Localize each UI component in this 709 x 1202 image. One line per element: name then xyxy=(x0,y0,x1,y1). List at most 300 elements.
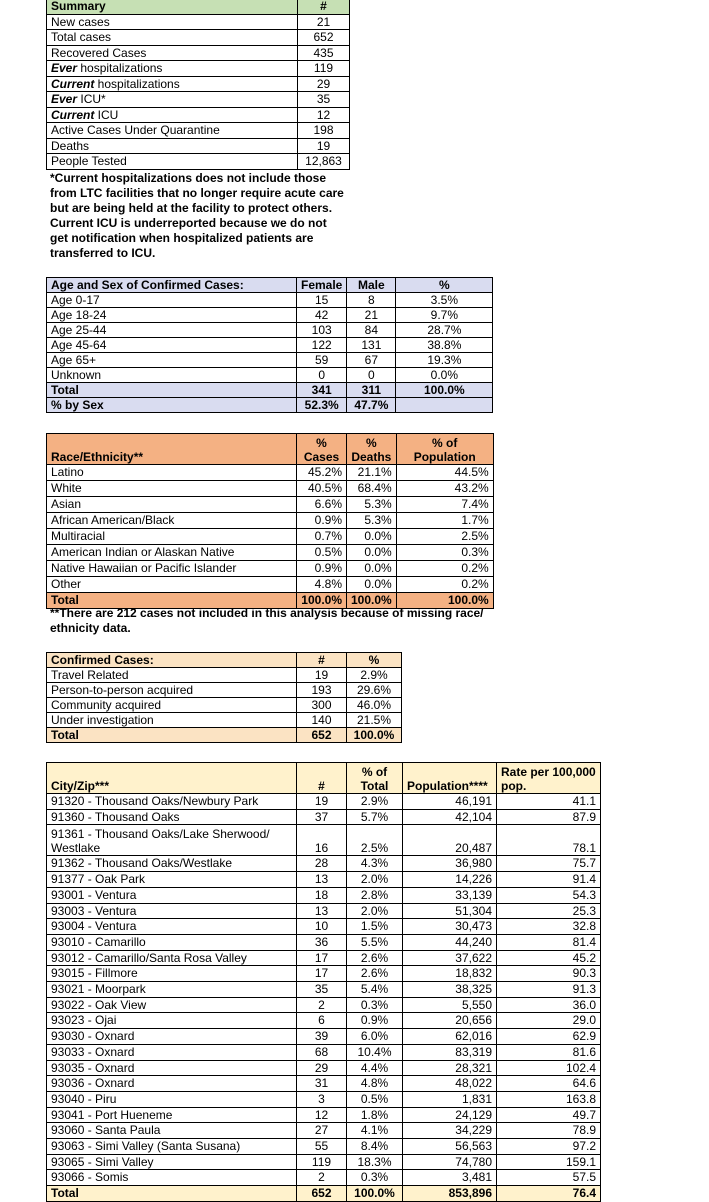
city-rate: 90.3 xyxy=(497,966,601,982)
race-name: American Indian or Alaskan Native xyxy=(47,545,297,561)
total-population: 853,896 xyxy=(403,1186,497,1202)
confirmed-header-count: # xyxy=(297,653,347,668)
city-population: 37,622 xyxy=(403,950,497,966)
summary-footnote xyxy=(50,171,344,261)
race-header-deaths: % Deaths xyxy=(347,434,397,465)
table-row xyxy=(47,14,350,30)
table-row xyxy=(47,92,350,108)
summary-header-label: Summary xyxy=(47,0,298,14)
city-population: 3,481 xyxy=(403,1170,497,1186)
city-pct: 2.0% xyxy=(347,872,403,888)
city-count: 29 xyxy=(297,1060,347,1076)
city-count: 2 xyxy=(297,997,347,1013)
age-group: Age 18-24 xyxy=(47,308,297,323)
table-row xyxy=(47,668,402,683)
footnote-line: transferred to ICU. xyxy=(50,246,156,260)
city-rate: 91.4 xyxy=(497,872,601,888)
city-rate: 159.1 xyxy=(497,1154,601,1170)
city-count: 10 xyxy=(297,919,347,935)
city-rate: 41.1 xyxy=(497,794,601,810)
table-row xyxy=(47,123,350,139)
city-header-count: # xyxy=(297,763,347,794)
female-count: 42 xyxy=(297,308,347,323)
table-row xyxy=(47,545,494,561)
city-name: 93060 - Santa Paula xyxy=(47,1123,297,1139)
race-name: African American/Black xyxy=(47,513,297,529)
race-footnote xyxy=(50,606,484,636)
city-name: 93063 - Simi Valley (Santa Susana) xyxy=(47,1139,297,1155)
emphasis: Ever xyxy=(51,61,78,75)
age-group: Age 25-44 xyxy=(47,323,297,338)
pct-population: 44.5% xyxy=(396,465,493,481)
city-name: 91361 - Thousand Oaks/Lake Sherwood/ Westlake xyxy=(47,825,297,856)
city-name: 91360 - Thousand Oaks xyxy=(47,809,297,825)
city-rate: 78.1 xyxy=(497,825,601,856)
summary-row-value: 435 xyxy=(298,45,350,61)
table-row xyxy=(47,353,493,368)
pct-cases: 0.5% xyxy=(297,545,347,561)
race-name: White xyxy=(47,481,297,497)
city-rate: 64.6 xyxy=(497,1076,601,1092)
city-count: 6 xyxy=(297,1013,347,1029)
source-label: Person-to-person acquired xyxy=(47,683,297,698)
city-rate: 81.4 xyxy=(497,934,601,950)
city-count: 31 xyxy=(297,1076,347,1092)
city-name: 93023 - Ojai xyxy=(47,1013,297,1029)
city-count: 18 xyxy=(297,887,347,903)
city-count: 36 xyxy=(297,934,347,950)
table-row xyxy=(47,1029,601,1045)
table-row xyxy=(47,698,402,713)
confirmed-header-pct: % xyxy=(347,653,402,668)
male-pct: 47.7% xyxy=(347,398,396,413)
total-pct: 100.0% xyxy=(347,728,402,743)
table-row xyxy=(47,1170,601,1186)
emphasis: Ever xyxy=(51,92,78,106)
city-name: 93004 - Ventura xyxy=(47,919,297,935)
footnote-line: from LTC facilities that no longer require acute care xyxy=(50,186,344,200)
city-population: 20,487 xyxy=(403,825,497,856)
pct-cases: 0.7% xyxy=(297,529,347,545)
table-row xyxy=(47,966,601,982)
table-row xyxy=(47,683,402,698)
table-row xyxy=(47,1154,601,1170)
summary-row-value: 652 xyxy=(298,30,350,46)
city-pct: 2.6% xyxy=(347,950,403,966)
city-rate: 45.2 xyxy=(497,950,601,966)
pct-cases: 0.9% xyxy=(297,513,347,529)
table-row xyxy=(47,323,493,338)
city-population: 48,022 xyxy=(403,1076,497,1092)
summary-row-value: 12 xyxy=(298,107,350,123)
city-pct: 5.5% xyxy=(347,934,403,950)
age-sex-header-label: Age and Sex of Confirmed Cases: xyxy=(47,278,297,293)
city-count: 35 xyxy=(297,982,347,998)
female-count: 103 xyxy=(297,323,347,338)
summary-row-value: 198 xyxy=(298,123,350,139)
city-count: 12 xyxy=(297,1107,347,1123)
total-population: 100.0% xyxy=(396,593,493,609)
source-count: 193 xyxy=(297,683,347,698)
footnote-line: *Current hospitalizations does not include those xyxy=(50,171,327,185)
city-name: 93003 - Ventura xyxy=(47,903,297,919)
table-row xyxy=(47,1107,601,1123)
summary-row-value: 12,863 xyxy=(298,154,350,170)
pct-deaths: 21.1% xyxy=(347,465,397,481)
total-deaths: 100.0% xyxy=(347,593,397,609)
table-row xyxy=(47,154,350,170)
city-count: 37 xyxy=(297,809,347,825)
city-name: 93012 - Camarillo/Santa Rosa Valley xyxy=(47,950,297,966)
table-row xyxy=(47,561,494,577)
city-population: 51,304 xyxy=(403,903,497,919)
city-rate: 29.0 xyxy=(497,1013,601,1029)
race-name: Other xyxy=(47,577,297,593)
summary-row-label: Current hospitalizations xyxy=(47,76,298,92)
table-row xyxy=(47,368,493,383)
pct-population: 1.7% xyxy=(396,513,493,529)
city-name: 93041 - Port Hueneme xyxy=(47,1107,297,1123)
summary-row-label: Total cases xyxy=(47,30,298,46)
city-name: 93015 - Fillmore xyxy=(47,966,297,982)
percent: 19.3% xyxy=(396,353,493,368)
total-count: 652 xyxy=(297,1186,347,1202)
race-header-label: Race/Ethnicity** xyxy=(47,434,297,465)
age-sex-header xyxy=(47,278,493,293)
source-count: 19 xyxy=(297,668,347,683)
table-row xyxy=(47,1091,601,1107)
male-count: 8 xyxy=(347,293,396,308)
city-pct: 10.4% xyxy=(347,1044,403,1060)
footnote-line: **There are 212 cases not included in this analysis because of missing race/ xyxy=(50,606,484,620)
summary-row-label: Recovered Cases xyxy=(47,45,298,61)
total-label: Total xyxy=(47,728,297,743)
city-rate: 25.3 xyxy=(497,903,601,919)
pct-deaths: 5.3% xyxy=(347,513,397,529)
age-sex-header-female: Female xyxy=(297,278,347,293)
total-label: Total xyxy=(47,1186,297,1202)
race-name: Latino xyxy=(47,465,297,481)
pct-deaths: 0.0% xyxy=(347,545,397,561)
city-population: 5,550 xyxy=(403,997,497,1013)
city-count: 3 xyxy=(297,1091,347,1107)
city-name: 93021 - Moorpark xyxy=(47,982,297,998)
summary-row-label: People Tested xyxy=(47,154,298,170)
city-population: 62,016 xyxy=(403,1029,497,1045)
table-row xyxy=(47,308,493,323)
city-header-population: Population**** xyxy=(403,763,497,794)
city-header xyxy=(47,763,601,794)
male-total: 311 xyxy=(347,383,396,398)
table-row xyxy=(47,107,350,123)
source-label: Community acquired xyxy=(47,698,297,713)
city-name: 91362 - Thousand Oaks/Westlake xyxy=(47,856,297,872)
pct-population: 43.2% xyxy=(396,481,493,497)
city-rate: 36.0 xyxy=(497,997,601,1013)
male-count: 0 xyxy=(347,368,396,383)
city-rate: 75.7 xyxy=(497,856,601,872)
confirmed-cases-table xyxy=(46,652,402,743)
city-count: 17 xyxy=(297,966,347,982)
city-rate: 91.3 xyxy=(497,982,601,998)
pct-deaths: 68.4% xyxy=(347,481,397,497)
city-name: 91320 - Thousand Oaks/Newbury Park xyxy=(47,794,297,810)
summary-row-label: Active Cases Under Quarantine xyxy=(47,123,298,139)
total-row xyxy=(47,1186,601,1202)
table-row xyxy=(47,465,494,481)
by-sex-label: % by Sex xyxy=(47,398,297,413)
city-pct: 2.0% xyxy=(347,903,403,919)
city-count: 13 xyxy=(297,903,347,919)
city-rate: 102.4 xyxy=(497,1060,601,1076)
city-name: 93010 - Camarillo xyxy=(47,934,297,950)
city-pct: 4.4% xyxy=(347,1060,403,1076)
summary-row-label: Ever hospitalizations xyxy=(47,61,298,77)
city-name: 93033 - Oxnard xyxy=(47,1044,297,1060)
table-row xyxy=(47,809,601,825)
city-count: 119 xyxy=(297,1154,347,1170)
city-pct: 0.5% xyxy=(347,1091,403,1107)
city-name: 93066 - Somis xyxy=(47,1170,297,1186)
city-rate: 97.2 xyxy=(497,1139,601,1155)
city-count: 28 xyxy=(297,856,347,872)
total-label: Total xyxy=(47,383,297,398)
footnote-line: but are being held at the facility to protect others. xyxy=(50,201,333,215)
city-header-rate: Rate per 100,000 pop. xyxy=(497,763,601,794)
age-group: Age 45-64 xyxy=(47,338,297,353)
city-name: 93036 - Oxnard xyxy=(47,1076,297,1092)
summary-row-label: Current ICU xyxy=(47,107,298,123)
city-rate: 54.3 xyxy=(497,887,601,903)
city-name: 91377 - Oak Park xyxy=(47,872,297,888)
race-name: Multiracial xyxy=(47,529,297,545)
total-label: Total xyxy=(47,593,297,609)
city-pct: 2.5% xyxy=(347,825,403,856)
table-row xyxy=(47,61,350,77)
table-row xyxy=(47,794,601,810)
city-rate: 62.9 xyxy=(497,1029,601,1045)
city-population: 24,129 xyxy=(403,1107,497,1123)
pct-deaths: 0.0% xyxy=(347,561,397,577)
table-row xyxy=(47,903,601,919)
table-row xyxy=(47,513,494,529)
city-name: 93040 - Piru xyxy=(47,1091,297,1107)
city-rate: 163.8 xyxy=(497,1091,601,1107)
city-population: 18,832 xyxy=(403,966,497,982)
total-cases: 100.0% xyxy=(297,593,347,609)
city-count: 27 xyxy=(297,1123,347,1139)
city-pct: 0.9% xyxy=(347,1013,403,1029)
percent: 38.8% xyxy=(396,338,493,353)
by-sex-row xyxy=(47,398,493,413)
city-pct: 2.8% xyxy=(347,887,403,903)
table-row xyxy=(47,1060,601,1076)
city-name: 93030 - Oxnard xyxy=(47,1029,297,1045)
city-population: 36,980 xyxy=(403,856,497,872)
city-count: 19 xyxy=(297,794,347,810)
city-population: 14,226 xyxy=(403,872,497,888)
summary-row-value: 119 xyxy=(298,61,350,77)
city-population: 42,104 xyxy=(403,809,497,825)
pct-deaths: 0.0% xyxy=(347,529,397,545)
table-row xyxy=(47,45,350,61)
female-total: 341 xyxy=(297,383,347,398)
source-count: 140 xyxy=(297,713,347,728)
city-population: 20,656 xyxy=(403,1013,497,1029)
pct-population: 0.2% xyxy=(396,561,493,577)
city-pct: 5.7% xyxy=(347,809,403,825)
male-count: 131 xyxy=(347,338,396,353)
city-population: 44,240 xyxy=(403,934,497,950)
table-row xyxy=(47,919,601,935)
table-row xyxy=(47,338,493,353)
pct-cases: 40.5% xyxy=(297,481,347,497)
percent-total: 100.0% xyxy=(396,383,493,398)
city-population: 33,139 xyxy=(403,887,497,903)
city-name: 93065 - Simi Valley xyxy=(47,1154,297,1170)
pct-population: 0.2% xyxy=(396,577,493,593)
city-count: 68 xyxy=(297,1044,347,1060)
table-row xyxy=(47,825,601,856)
confirmed-header-label: Confirmed Cases: xyxy=(47,653,297,668)
source-label: Under investigation xyxy=(47,713,297,728)
city-rate: 81.6 xyxy=(497,1044,601,1060)
city-population: 46,191 xyxy=(403,794,497,810)
city-zip-table xyxy=(46,762,601,1202)
footnote-line: Current ICU is underreported because we do not xyxy=(50,216,327,230)
table-row xyxy=(47,1139,601,1155)
total-row xyxy=(47,728,402,743)
table-row xyxy=(47,997,601,1013)
table-row xyxy=(47,1044,601,1060)
table-row xyxy=(47,856,601,872)
empty-cell xyxy=(396,398,493,413)
total-pct: 100.0% xyxy=(347,1186,403,1202)
percent: 28.7% xyxy=(396,323,493,338)
city-name: 93022 - Oak View xyxy=(47,997,297,1013)
table-row xyxy=(47,577,494,593)
age-sex-header-pct: % xyxy=(396,278,493,293)
city-pct: 18.3% xyxy=(347,1154,403,1170)
city-count: 16 xyxy=(297,825,347,856)
city-pct: 4.3% xyxy=(347,856,403,872)
summary-row-value: 21 xyxy=(298,14,350,30)
female-pct: 52.3% xyxy=(297,398,347,413)
source-label: Travel Related xyxy=(47,668,297,683)
table-row xyxy=(47,293,493,308)
city-count: 2 xyxy=(297,1170,347,1186)
race-header-cases: % Cases xyxy=(297,434,347,465)
summary-header xyxy=(47,0,350,14)
table-row xyxy=(47,529,494,545)
city-population: 34,229 xyxy=(403,1123,497,1139)
city-name: 93001 - Ventura xyxy=(47,887,297,903)
pct-population: 7.4% xyxy=(396,497,493,513)
race-name: Asian xyxy=(47,497,297,513)
source-count: 300 xyxy=(297,698,347,713)
table-row xyxy=(47,872,601,888)
table-row xyxy=(47,30,350,46)
city-count: 17 xyxy=(297,950,347,966)
male-count: 21 xyxy=(347,308,396,323)
pct-deaths: 0.0% xyxy=(347,577,397,593)
table-row xyxy=(47,713,402,728)
city-pct: 1.8% xyxy=(347,1107,403,1123)
pct-population: 2.5% xyxy=(396,529,493,545)
summary-row-value: 29 xyxy=(298,76,350,92)
table-row xyxy=(47,1076,601,1092)
pct-cases: 45.2% xyxy=(297,465,347,481)
female-count: 0 xyxy=(297,368,347,383)
age-sex-table xyxy=(46,277,493,413)
city-rate: 32.8 xyxy=(497,919,601,935)
city-name: 93035 - Oxnard xyxy=(47,1060,297,1076)
city-header-label: City/Zip*** xyxy=(47,763,297,794)
confirmed-header xyxy=(47,653,402,668)
male-count: 67 xyxy=(347,353,396,368)
footnote-line: get notification when hospitalized patients are xyxy=(50,231,314,245)
source-pct: 29.6% xyxy=(347,683,402,698)
age-group: Age 0-17 xyxy=(47,293,297,308)
age-group: Age 65+ xyxy=(47,353,297,368)
pct-deaths: 5.3% xyxy=(347,497,397,513)
total-row xyxy=(47,383,493,398)
table-row xyxy=(47,950,601,966)
male-count: 84 xyxy=(347,323,396,338)
city-pct: 2.6% xyxy=(347,966,403,982)
city-pct: 6.0% xyxy=(347,1029,403,1045)
city-population: 38,325 xyxy=(403,982,497,998)
table-row xyxy=(47,76,350,92)
city-population: 28,321 xyxy=(403,1060,497,1076)
city-population: 56,563 xyxy=(403,1139,497,1155)
total-count: 652 xyxy=(297,728,347,743)
table-row xyxy=(47,934,601,950)
table-row xyxy=(47,982,601,998)
pct-population: 0.3% xyxy=(396,545,493,561)
age-group: Unknown xyxy=(47,368,297,383)
city-pct: 0.3% xyxy=(347,1170,403,1186)
summary-row-value: 35 xyxy=(298,92,350,108)
summary-row-label: New cases xyxy=(47,14,298,30)
percent: 3.5% xyxy=(396,293,493,308)
city-pct: 1.5% xyxy=(347,919,403,935)
pct-cases: 4.8% xyxy=(297,577,347,593)
city-pct: 5.4% xyxy=(347,982,403,998)
summary-row-label: Deaths xyxy=(47,138,298,154)
city-rate: 78.9 xyxy=(497,1123,601,1139)
age-sex-header-male: Male xyxy=(347,278,396,293)
source-pct: 2.9% xyxy=(347,668,402,683)
city-count: 39 xyxy=(297,1029,347,1045)
race-name: Native Hawaiian or Pacific Islander xyxy=(47,561,297,577)
emphasis: Current xyxy=(51,107,95,122)
pct-cases: 6.6% xyxy=(297,497,347,513)
race-table xyxy=(46,433,494,609)
city-pct: 2.9% xyxy=(347,794,403,810)
city-population: 1,831 xyxy=(403,1091,497,1107)
race-header-population: % of Population xyxy=(396,434,493,465)
table-row xyxy=(47,497,494,513)
city-pct: 4.8% xyxy=(347,1076,403,1092)
city-pct: 8.4% xyxy=(347,1139,403,1155)
city-rate: 49.7 xyxy=(497,1107,601,1123)
summary-header-count: # xyxy=(298,0,350,14)
table-row xyxy=(47,481,494,497)
city-population: 74,780 xyxy=(403,1154,497,1170)
source-pct: 46.0% xyxy=(347,698,402,713)
city-rate: 57.5 xyxy=(497,1170,601,1186)
